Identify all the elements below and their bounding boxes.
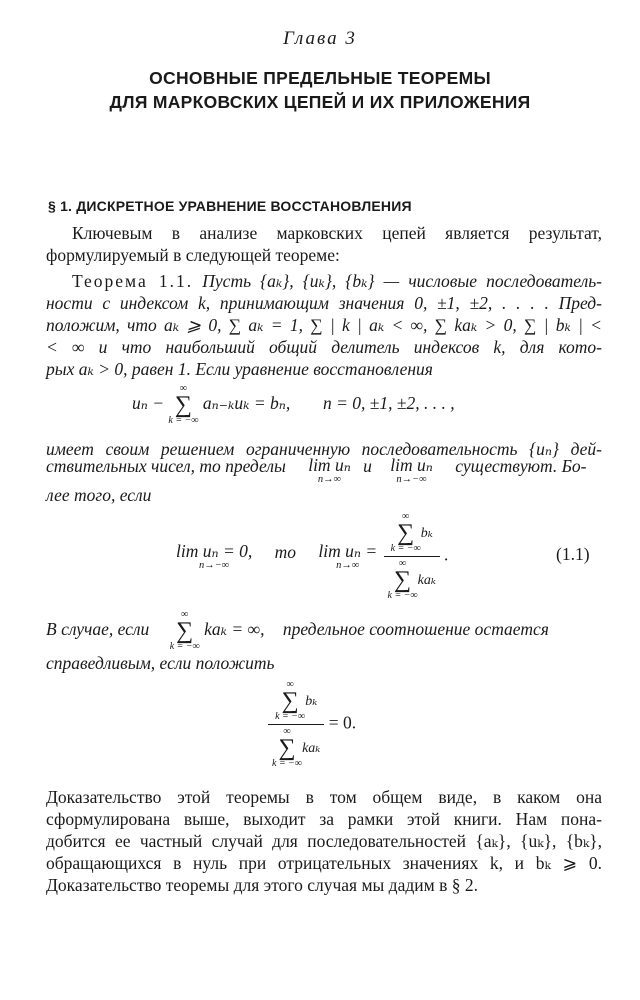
section-heading: § 1. ДИСКРЕТНОЕ УРАВНЕНИЕ ВОССТАНОВЛЕНИЯ <box>48 198 412 214</box>
equation-1-1 <box>176 512 449 601</box>
equation-number: (1.1) <box>556 544 590 564</box>
after-eq-line-2-a: ствительных чисел, то пределы <box>46 456 286 476</box>
case-sum-lower: k = −∞ <box>169 641 200 652</box>
sigma-symbol: ∑ <box>278 735 296 761</box>
sigma-symbol: ∑ <box>394 567 412 593</box>
case-sum-upper: ∞ <box>181 609 189 620</box>
eq11-left-limit-text: lim uₙ = 0, <box>176 541 253 561</box>
after-eq-line-2-b: и <box>363 456 372 476</box>
zero-den-upper: ∞ <box>283 726 291 737</box>
chapter-title-line-1: ОСНОВНЫЕ ПРЕДЕЛЬНЫЕ ТЕОРЕМЫ <box>149 68 491 88</box>
intro-line-2: формулируемый в следующей теореме: <box>46 245 340 265</box>
eq11-then: то <box>274 542 297 562</box>
eq11-den-lower: k = −∞ <box>387 590 418 601</box>
closing-line-2: сформулирована выше, выходит за рамки этой книги. Нам пона- <box>46 809 602 829</box>
eq11-left-limit-sub: n→−∞ <box>198 560 230 571</box>
fraction-bar <box>384 556 440 557</box>
sigma-symbol: ∑ <box>174 392 192 418</box>
limit-minus-inf-text: lim uₙ <box>390 455 433 475</box>
zero-num-term: bₖ <box>305 694 318 710</box>
zero-numerator <box>268 680 324 722</box>
limit-minus-inf <box>390 456 433 486</box>
renewal-term: aₙ₋ₖuₖ = bₙ, <box>202 393 291 414</box>
theorem-line-2: ности с индексом k, принимающим значения 0, ±1, ±2, . . . . Пред- <box>46 293 602 313</box>
eq11-den-sum <box>388 559 418 601</box>
zero-den-lower: k = −∞ <box>272 758 303 769</box>
limit-minus-inf-sub: n→−∞ <box>396 474 427 485</box>
fraction-bar <box>268 724 324 725</box>
eq11-right-limit-sub: n→∞ <box>336 560 360 571</box>
eq11-num-term: bₖ <box>420 526 433 542</box>
eq11-num-upper: ∞ <box>402 511 410 522</box>
closing-line-3: добится ее частный случай для последовательностей {aₖ}, {uₖ}, {bₖ}, <box>46 831 602 851</box>
after-eq-line-3: лее того, если <box>46 485 152 505</box>
eq11-num-sum <box>391 512 421 554</box>
case-text-c: предельное соотношение остается <box>282 619 549 640</box>
renewal-condition: n = 0, ±1, ±2, . . . , <box>322 393 455 414</box>
closing-line-1: Доказательство этой теоремы в том общем виде, в каком она <box>46 787 602 807</box>
eq11-fraction <box>384 512 440 601</box>
sigma-symbol: ∑ <box>397 520 415 546</box>
theorem-line-1 <box>72 270 602 292</box>
zero-equation <box>268 680 356 769</box>
limit-plus-inf <box>308 456 351 486</box>
renewal-sum <box>168 384 198 426</box>
eq11-left-limit <box>176 542 252 572</box>
case-sum <box>170 610 200 652</box>
eq11-den-term: kaₖ <box>417 573 436 589</box>
zero-den-term: kaₖ <box>302 741 321 757</box>
eq11-right-limit <box>318 542 377 572</box>
limit-plus-inf-sub: n→∞ <box>317 474 342 485</box>
theorem-line-5: рых aₖ > 0, равен 1. Если уравнение восстановления <box>46 359 433 379</box>
theorem-line-4: < ∞ и что наибольший общий делитель индексов k, для кото- <box>46 337 602 357</box>
eq11-right-limit-text: lim uₙ = <box>318 541 378 561</box>
theorem-label: Теорема 1.1. <box>72 271 194 291</box>
closing-line-4: обращающихся в нуль при отрицательных значениях k, и bₖ ⩾ 0. <box>46 853 602 873</box>
limit-plus-inf-text: lim uₙ <box>308 455 351 475</box>
case-text-a: В случае, если <box>46 619 150 640</box>
eq11-denominator <box>384 559 440 601</box>
case-text-b: kaₖ = ∞, <box>204 619 265 640</box>
zero-den-sum <box>272 727 302 769</box>
closing-line-5: Доказательство теоремы для этого случая мы дадим в § 2. <box>46 875 478 895</box>
sigma-symbol: ∑ <box>281 688 299 714</box>
chapter-title-line-2: ДЛЯ МАРКОВСКИХ ЦЕПЕЙ И ИХ ПРИЛОЖЕНИЯ <box>109 92 531 112</box>
zero-num-sum <box>275 680 305 722</box>
zero-rhs: = 0. <box>328 712 357 733</box>
zero-num-lower: k = −∞ <box>275 711 306 722</box>
intro-line-1: Ключевым в анализе марковских цепей является результат, <box>72 223 602 243</box>
after-eq-line-1: имеет своим решением ограниченную последовательность {uₙ} дей- <box>46 439 602 459</box>
zero-fraction <box>268 680 324 769</box>
eq11-period: . <box>444 544 449 565</box>
eq11-numerator <box>384 512 440 554</box>
zero-num-upper: ∞ <box>286 679 294 690</box>
sigma-symbol: ∑ <box>176 618 194 644</box>
eq11-den-upper: ∞ <box>399 558 407 569</box>
after-eq-line-2-c: существуют. Бо- <box>455 456 587 476</box>
theorem-line-3: положим, что aₖ ⩾ 0, ∑ aₖ = 1, ∑ | k | aₖ < ∞, ∑ kaₖ > 0, ∑ | bₖ | < <box>46 315 602 335</box>
case-line-2: справедливым, если положить <box>46 653 275 673</box>
theorem-line-1-text: Пусть {aₖ}, {uₖ}, {bₖ} — числовые последователь- <box>202 271 603 291</box>
renewal-equation <box>132 384 455 426</box>
eq11-num-lower: k = −∞ <box>390 543 421 554</box>
chapter-heading: Глава 3 <box>283 28 357 49</box>
case-line-1 <box>46 610 549 652</box>
renewal-sum-lower: k = −∞ <box>168 415 199 426</box>
zero-denominator <box>268 727 324 769</box>
renewal-sum-upper: ∞ <box>179 383 188 394</box>
renewal-lhs: uₙ − <box>132 393 165 414</box>
after-eq-line-2 <box>46 456 586 486</box>
